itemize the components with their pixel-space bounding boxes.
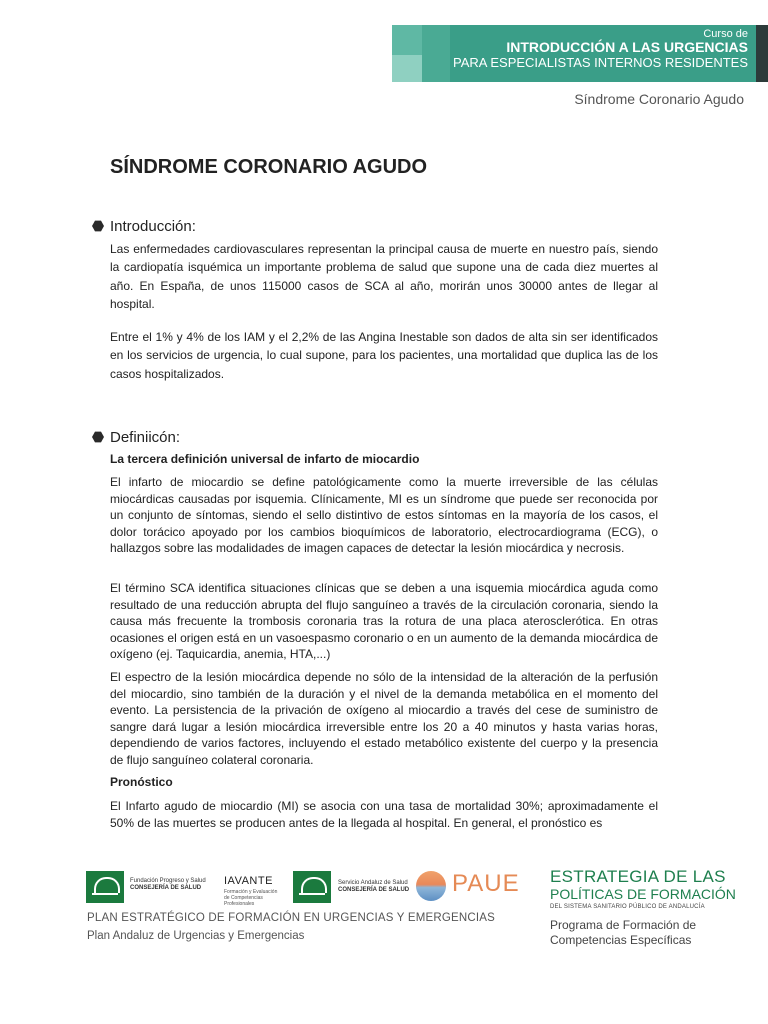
sas-line-2: CONSEJERÍA DE SALUD xyxy=(338,887,410,893)
iavante-logo: IAVANTE xyxy=(224,875,273,887)
prognosis-heading: Pronóstico xyxy=(110,775,173,789)
fundacion-line-2: CONSEJERÍA DE SALUD xyxy=(130,885,202,891)
paue-logo-icon xyxy=(416,871,446,901)
banner-curso: Curso de xyxy=(703,28,748,40)
definition-paragraph-3: El espectro de la lesión miocárdica depende no sólo de la intensidad de la alteración de la perfusión del miocardio, sino también de la duración y el nivel de la demanda metabólica en el momento del evento. La persistencia de la privación de oxígeno al miocardio a través del cese de suministro de sangre dará lugar a lesión miocárdica irreversible entre los 20 a 40 minutos y hasta varias horas, dependiendo de varios factores, incluyendo el estado metabólico existente del cuerpo y la presencia de flujo sanguíneo colateral coronaria. xyxy=(110,670,658,767)
banner-decoration xyxy=(392,55,422,82)
section-heading-label: Definiicón: xyxy=(110,429,181,446)
prognosis-paragraph: El Infarto agudo de miocardio (MI) se asocia con una tasa de mortalidad 30%; aproximadamente el 50% de las muertes se producen antes de la llegada al hospital. En general, el pronóstico es xyxy=(110,799,658,830)
estrategia-line-3: DEL SISTEMA SANITARIO PÚBLICO DE ANDALUCÍA xyxy=(550,904,705,910)
section-heading-label: Introducción: xyxy=(110,218,196,235)
hexagon-bullet-icon xyxy=(92,220,104,232)
running-header: Síndrome Coronario Agudo xyxy=(574,91,744,107)
document-title: SÍNDROME CORONARIO AGUDO xyxy=(110,156,428,178)
sas-text xyxy=(338,880,409,894)
programa-line-1: Programa de Formación de xyxy=(550,918,697,932)
estrategia-line-1: ESTRATEGIA DE LAS xyxy=(550,867,726,886)
plan-andaluz-text: Plan Andaluz de Urgencias y Emergencias xyxy=(87,930,305,942)
intro-paragraph-1: Las enfermedades cardiovasculares representan la principal causa de muerte en nuestro país, siendo la cardiopatía isquémica un importante problema de salud que supone una de cada diez muertes al año. En España, de unos 115000 casos de SCA al año, morirán unos 30000 antes de llegar al hospital. xyxy=(110,242,658,311)
definition-subheading: La tercera definición universal de infarto de miocardio xyxy=(110,452,420,466)
banner-decoration xyxy=(422,25,450,82)
fundacion-text xyxy=(130,878,206,892)
junta-andalucia-logo xyxy=(86,871,124,903)
section-heading-intro xyxy=(92,218,196,235)
banner-decoration xyxy=(756,25,768,82)
banner-decoration xyxy=(392,25,422,55)
definition-paragraph-1: El infarto de miocardio se define patológicamente como la muerte irreversible de las células miocárdicas causadas por isquemia. Clínicamente, MI es un síndrome que puede ser reconocida por un conjunto de síntomas, siendo el sello distintivo de estos síntomas en la mayoría de los casos, el dolor torácico apoyado por los cambios bioquímicos de laboratorio, electrocardiograma (ECG), o hallazgos sobre las modalidades de imagen capaces de detectar la lesión miocárdica y necrosis. xyxy=(110,475,658,555)
plan-estrategico-text: PLAN ESTRATÉGICO DE FORMACIÓN EN URGENCIAS Y EMERGENCIAS xyxy=(87,912,496,924)
section-heading-definition xyxy=(92,429,180,446)
estrategia-line-2: POLÍTICAS DE FORMACIÓN xyxy=(550,886,736,902)
definition-paragraph-2: El término SCA identifica situaciones clínicas que se deben a una isquemia miocárdica aguda como resultado de una reducción abrupta del flujo sanguíneo a través de la circulación coronaria, siendo la causa más frecuente la trombosis coronaria tras la rotura de una placa aterosclerótica. En otras ocasiones el origen está en un vasoespasmo coronario o en un aumento de la demanda miocárdica de oxígeno (ej. Taquicardia, anemia, HTA,...) xyxy=(110,581,658,661)
course-banner xyxy=(392,25,768,82)
intro-paragraph-2: Entre el 1% y 4% de los IAM y el 2,2% de las Angina Inestable son dados de alta sin ser identificados en los servicios de urgencia, lo cual supone, para los pacientes, una mortalidad que duplica las de los casos hospitalizados. xyxy=(110,330,658,381)
programa-line-2: Competencias Específicas xyxy=(550,933,692,947)
fundacion-line-1: Fundación Progreso y Salud xyxy=(130,878,206,884)
junta-andalucia-logo xyxy=(293,871,331,903)
hexagon-bullet-icon xyxy=(92,431,104,443)
banner-text xyxy=(453,28,748,70)
banner-line-1: INTRODUCCIÓN A LAS URGENCIAS xyxy=(506,39,748,55)
banner-line-2: PARA ESPECIALISTAS INTERNOS RESIDENTES xyxy=(453,55,748,70)
sas-line-1: Servicio Andaluz de Salud xyxy=(338,880,408,886)
paue-logo-text: PAUE xyxy=(452,870,520,897)
iavante-subtitle: Formación y Evaluación de Competencias Profesionales xyxy=(224,889,278,907)
